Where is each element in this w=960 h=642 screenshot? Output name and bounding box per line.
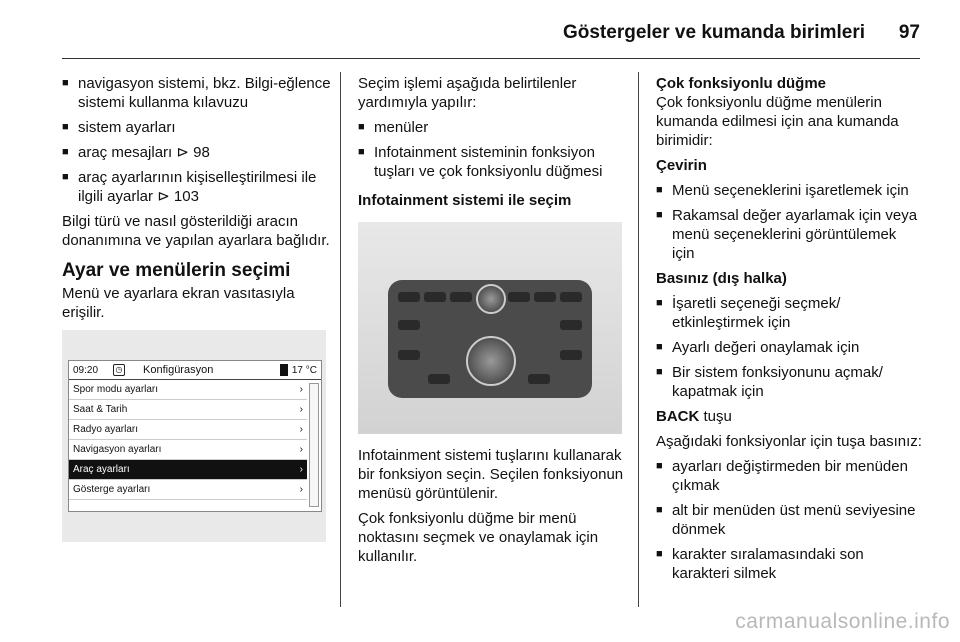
press-list [656,294,922,401]
list-item: ■ alt bir menüden üst menü seviyesine dönmek [656,501,922,539]
list-item: ■ sistem ayarları [62,118,332,137]
list-item: ■ ayarları değiştirmeden bir menüden çıkmak [656,457,922,495]
screen-top-bar [69,361,321,380]
clock-icon: ◷ [113,364,125,376]
subheading: Infotainment sistemi ile seçim [358,192,572,209]
list-item: ■ Bir sistem fonksiyonunu açmak/ kapatmak için [656,363,922,401]
chevron-right-icon: › [299,424,303,435]
paragraph: Bilgi türü ve nasıl gösterildiği aracın donanımına ve yapılan ayarlara bağlıdır. [62,213,330,249]
column-1 [62,74,332,542]
list-item: ■ Infotainment sisteminin fonksiyon tuşları ve çok fonksiyonlu düğmesi [358,143,628,181]
menu-item[interactable]: Navigasyon ayarları › [69,440,307,460]
page-number: 97 [898,22,920,43]
column-divider [638,72,639,607]
multifunction-knob [466,336,516,386]
infotainment-panel [388,280,592,398]
thermometer-icon [280,364,288,376]
back-list [656,457,922,583]
header-title: Göstergeler ve kumanda birimleri [562,22,865,43]
chevron-right-icon: › [299,484,303,495]
column-divider [340,72,341,607]
screen-time: 09:20 [73,364,99,376]
list-item: ■ araç mesajları ⊳ 98 [62,143,332,162]
list-item: ■ Rakamsal değer ayarlamak için veya menü seçeneklerini görüntülemek için [656,206,922,263]
menu-item[interactable]: Saat & Tarih › [69,400,307,420]
subheading: Basınız (dış halka) [656,270,787,287]
menu-item[interactable]: Spor modu ayarları › [69,380,307,400]
selection-list [358,118,628,181]
section-heading: Ayar ve menülerin seçimi [62,260,291,281]
control-panel-photo [358,222,622,434]
paragraph: Seçim işlemi aşağıda belirtilenler yardımıyla yapılır: [358,75,577,111]
screen-temperature: 17 °C [291,364,317,376]
back-key-label: BACK tuşu [656,408,732,425]
paragraph: Çok fonksiyonlu düğme menülerin kumanda edilmesi için ana kumanda birimidir: [656,94,899,149]
chevron-right-icon: › [299,384,303,395]
screen-title: Konfigürasyon [143,363,214,376]
paragraph: Menü ve ayarlara ekran vasıtasıyla erişilir. [62,285,295,321]
chevron-right-icon: › [299,444,303,455]
paragraph: Çok fonksiyonlu düğme bir menü noktasını seçmek ve onaylamak için kullanılır. [358,510,599,565]
paragraph: Aşağıdaki fonksiyonlar için tuşa basınız: [656,433,922,450]
list-item: ■ menüler [358,118,628,137]
scrollbar[interactable] [309,383,319,507]
subheading: Çok fonksiyonlu düğme [656,75,827,92]
watermark: carmanualsonline.info [735,610,950,633]
turn-list [656,181,922,263]
chevron-right-icon: › [299,464,303,475]
list-item: ■ araç ayarlarının kişiselleştirilmesi ile ilgili ayarlar ⊳ 103 [62,168,332,206]
chevron-right-icon: › [299,404,303,415]
list-item: ■ Ayarlı değeri onaylamak için [656,338,922,357]
column-3 [656,74,922,589]
list-item: ■ karakter sıralamasındaki son karakteri silmek [656,545,922,583]
menu-item-selected[interactable]: Araç ayarları › [69,460,307,480]
subheading: Çevirin [656,157,707,174]
header-rule [62,58,920,59]
menu-item[interactable]: Radyo ayarları › [69,420,307,440]
display-screen [68,360,322,512]
display-screenshot [62,330,326,542]
page-header [0,0,960,58]
list-item: ■ İşaretli seçeneği seçmek/ etkinleştirmek için [656,294,922,332]
paragraph: Infotainment sistemi tuşlarını kullanarak bir fonksiyon seçin. Seçilen fonksiyonun menüsü görüntülenir. [358,447,624,502]
volume-knob [476,284,506,314]
menu-item[interactable]: Gösterge ayarları › [69,480,307,500]
list-item: ■ navigasyon sistemi, bkz. Bilgi-eğlence sistemi kullanma kılavuzu [62,74,332,112]
feature-list [62,74,332,206]
list-item: ■ Menü seçeneklerini işaretlemek için [656,181,922,200]
column-2 [358,74,628,572]
